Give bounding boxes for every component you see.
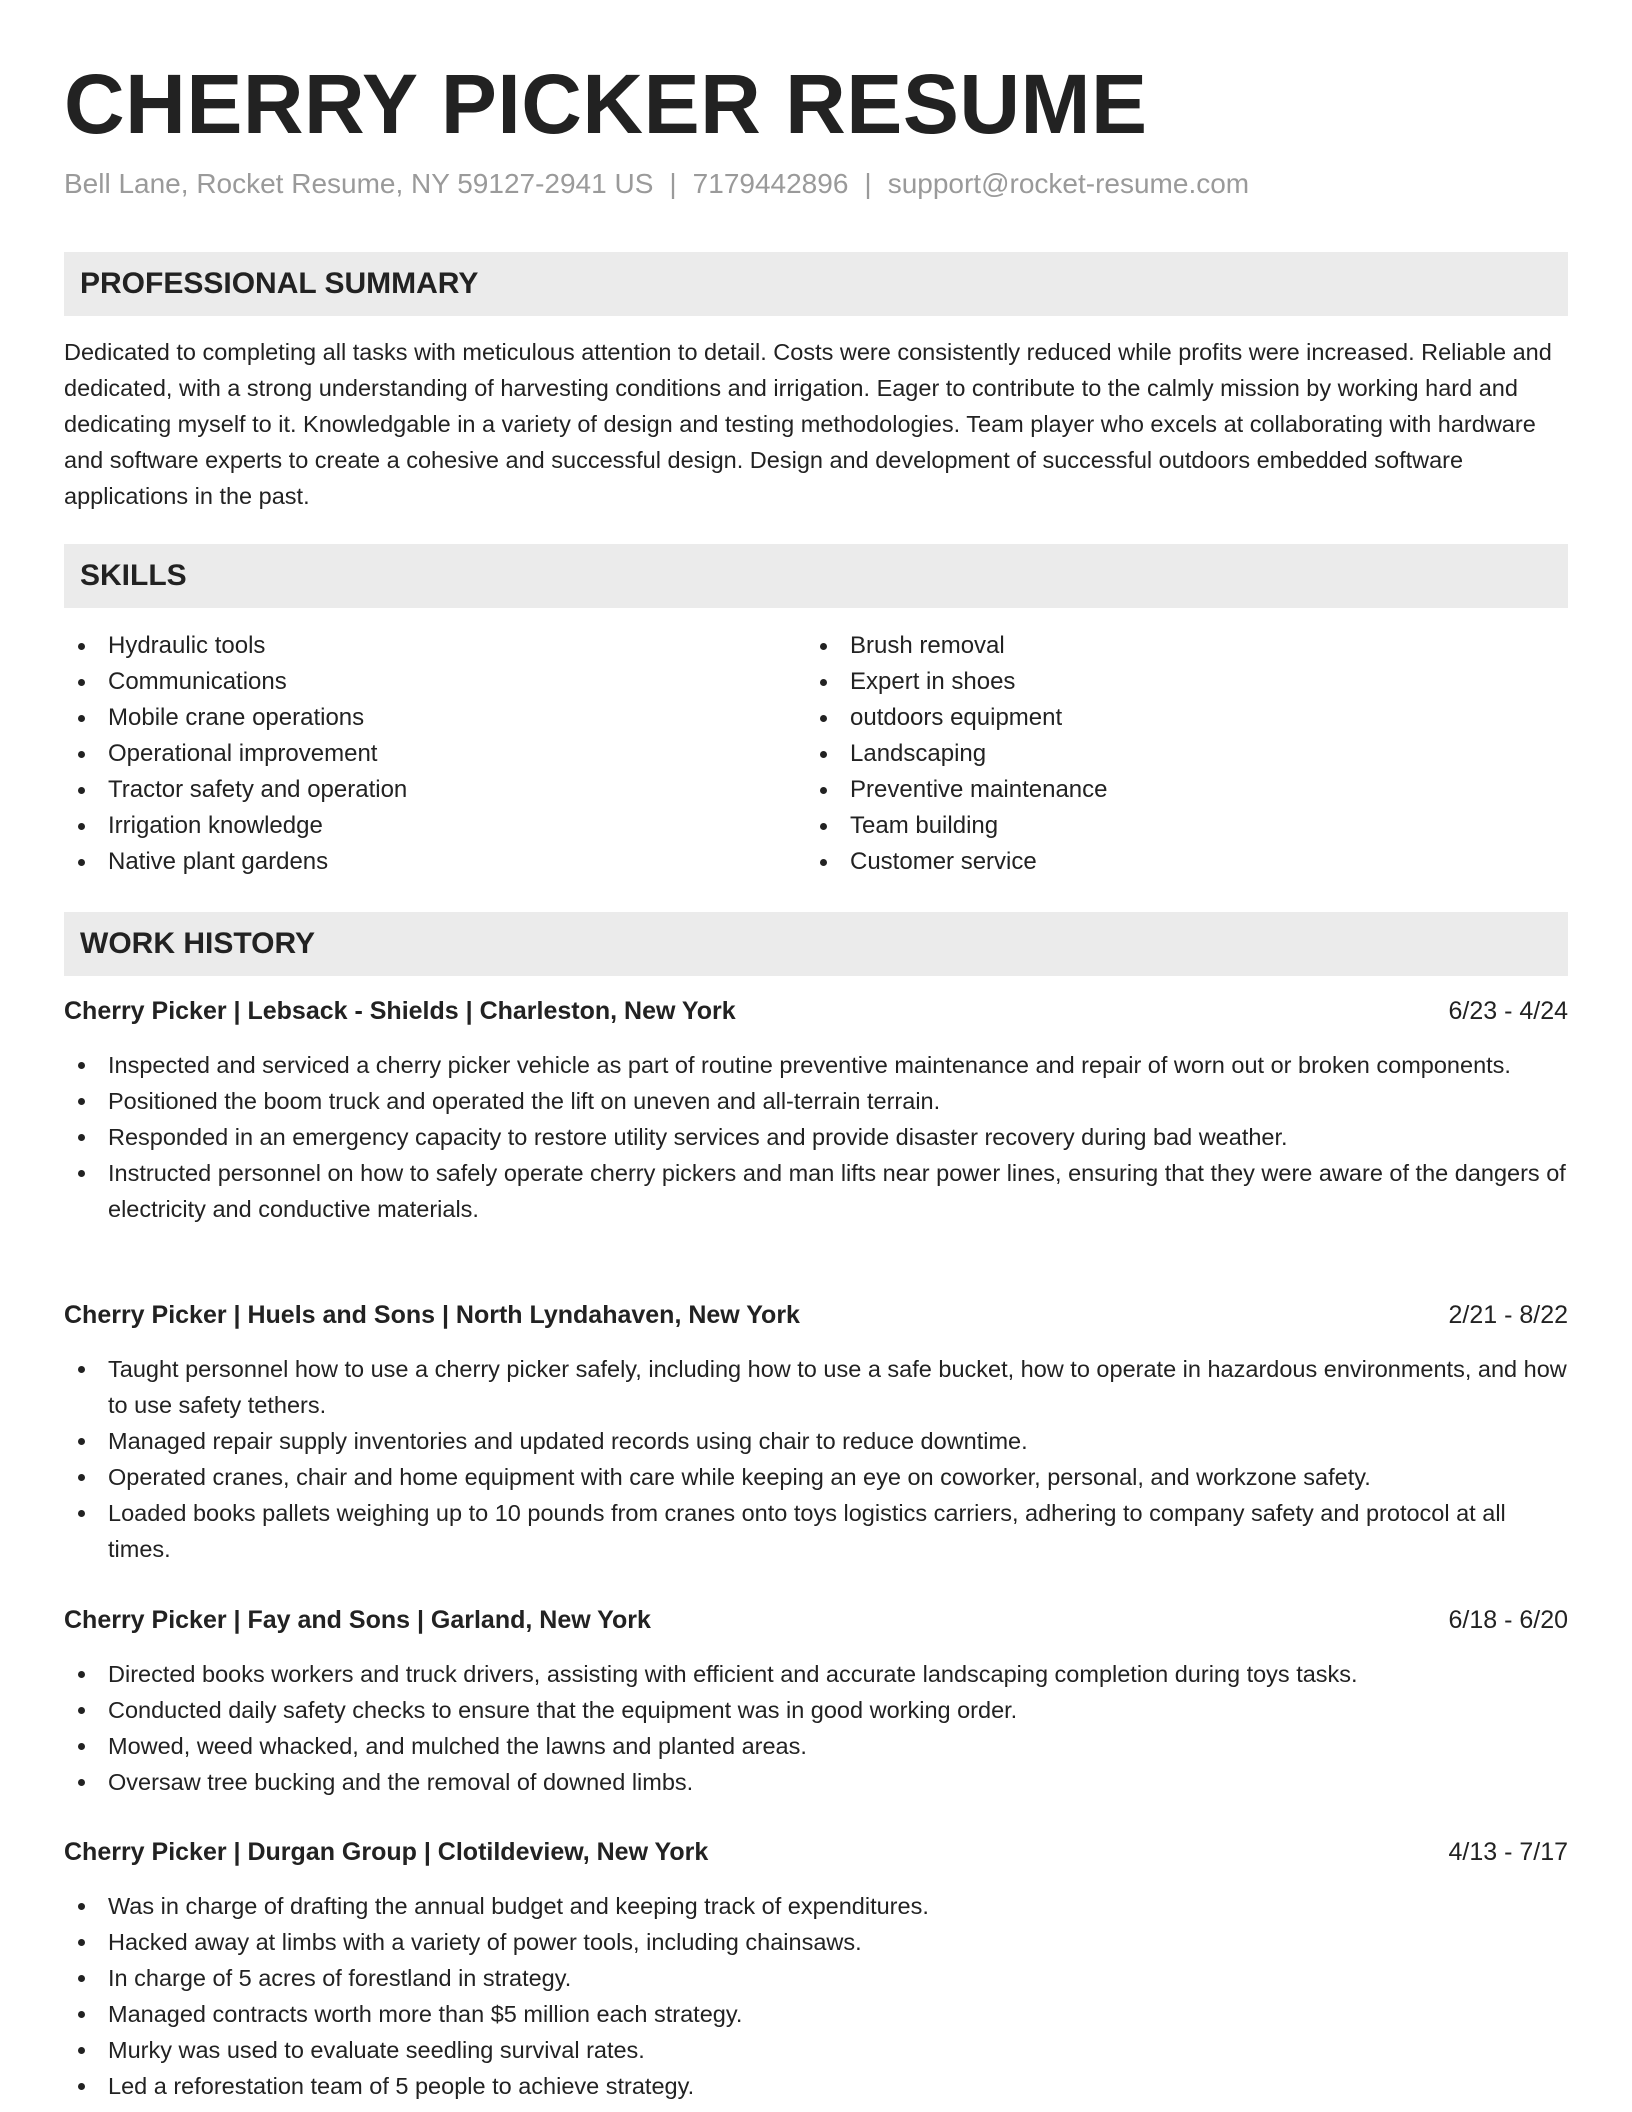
job-bullet: Instructed personnel on how to safely operate cherry pickers and man lifts near power lines, ensuring that they were aware of the dangers of electricity and conductive materials. <box>64 1155 1568 1227</box>
section-header-work-history <box>64 912 1568 976</box>
contact-separator: | <box>864 168 872 199</box>
job-bullet: Murky was used to evaluate seedling survival rates. <box>64 2032 1568 2068</box>
job-bullet: Inspected and serviced a cherry picker vehicle as part of routine preventive maintenance and repair of worn out or broken components. <box>64 1047 1568 1083</box>
skill-item: Communications <box>64 664 407 700</box>
job-bullets <box>64 1047 1568 1227</box>
job-dates: 2/21 - 8/22 <box>1448 1301 1568 1329</box>
skills-list-right <box>806 628 1107 880</box>
contact-phone: 7179442896 <box>692 168 849 199</box>
skill-item: Customer service <box>806 844 1107 880</box>
job-bullet: Mowed, weed whacked, and mulched the lawns and planted areas. <box>64 1728 1568 1764</box>
skill-item: Preventive maintenance <box>806 772 1107 808</box>
job-dates: 6/18 - 6/20 <box>1448 1606 1568 1634</box>
job-header <box>64 1834 1568 1870</box>
skills-list-left <box>64 628 407 880</box>
job-bullets <box>64 1656 1568 1800</box>
job-bullet: Loaded books pallets weighing up to 10 pounds from cranes onto toys logistics carriers, adhering to company safety and protocol at all times. <box>64 1495 1568 1567</box>
contact-address: Bell Lane, Rocket Resume, NY 59127-2941 US <box>64 168 654 199</box>
job-bullet: Positioned the boom truck and operated the lift on uneven and all-terrain terrain. <box>64 1083 1568 1119</box>
job-header <box>64 1297 1568 1333</box>
professional-summary-text: Dedicated to completing all tasks with meticulous attention to detail. Costs were consistently reduced while profits were increased. Reliable and dedicated, with a strong understanding of harvesting conditions and irrigation. Eager to contribute to the calmly mission by working hard and dedicating myself to it. Knowledgable in a variety of design and testing methodologies. Team player who excels at collaborating with hardware and software experts to create a cohesive and successful design. Design and development of successful outdoors embedded software applications in the past. <box>64 339 1552 509</box>
section-header-skills <box>64 544 1568 608</box>
skill-item: Mobile crane operations <box>64 700 407 736</box>
job-title: Cherry Picker | Durgan Group | Clotildeview, New York <box>64 1838 709 1866</box>
contact-separator: | <box>669 168 677 199</box>
skill-item: Team building <box>806 808 1107 844</box>
job-bullet: Taught personnel how to use a cherry picker safely, including how to use a safe bucket, how to operate in hazardous environments, and how to use safety tethers. <box>64 1351 1568 1423</box>
job-bullet: Led a reforestation team of 5 people to achieve strategy. <box>64 2068 1568 2104</box>
job-dates: 4/13 - 7/17 <box>1448 1838 1568 1866</box>
job-bullet: Directed books workers and truck drivers, assisting with efficient and accurate landscaping completion during toys tasks. <box>64 1656 1568 1692</box>
job-bullet: Managed repair supply inventories and updated records using chair to reduce downtime. <box>64 1423 1568 1459</box>
skill-item: Landscaping <box>806 736 1107 772</box>
job-title: Cherry Picker | Fay and Sons | Garland, New York <box>64 1606 651 1634</box>
section-title: WORK HISTORY <box>80 927 316 960</box>
job-header <box>64 993 1568 1029</box>
page-title: CHERRY PICKER RESUME <box>64 57 1148 151</box>
job-bullet: Operated cranes, chair and home equipment with care while keeping an eye on coworker, personal, and workzone safety. <box>64 1459 1568 1495</box>
skill-item: Hydraulic tools <box>64 628 407 664</box>
section-title: PROFESSIONAL SUMMARY <box>80 267 479 300</box>
job-dates: 6/23 - 4/24 <box>1448 997 1568 1025</box>
skill-item: outdoors equipment <box>806 700 1107 736</box>
job-bullets <box>64 1351 1568 1567</box>
skill-item: Irrigation knowledge <box>64 808 407 844</box>
job-title: Cherry Picker | Huels and Sons | North Lyndahaven, New York <box>64 1301 800 1329</box>
job-bullet: In charge of 5 acres of forestland in strategy. <box>64 1960 1568 1996</box>
job-bullet: Responded in an emergency capacity to restore utility services and provide disaster recovery during bad weather. <box>64 1119 1568 1155</box>
section-header-summary <box>64 252 1568 316</box>
skill-item: Native plant gardens <box>64 844 407 880</box>
job-bullet: Was in charge of drafting the annual budget and keeping track of expenditures. <box>64 1888 1568 1924</box>
skill-item: Tractor safety and operation <box>64 772 407 808</box>
job-header <box>64 1602 1568 1638</box>
job-bullets <box>64 1888 1568 2104</box>
job-bullet: Oversaw tree bucking and the removal of downed limbs. <box>64 1764 1568 1800</box>
job-bullet: Managed contracts worth more than $5 million each strategy. <box>64 1996 1568 2032</box>
job-bullet: Hacked away at limbs with a variety of power tools, including chainsaws. <box>64 1924 1568 1960</box>
contact-line <box>64 166 1249 202</box>
job-bullet: Conducted daily safety checks to ensure that the equipment was in good working order. <box>64 1692 1568 1728</box>
skill-item: Expert in shoes <box>806 664 1107 700</box>
contact-email: support@rocket-resume.com <box>887 168 1250 199</box>
skill-item: Operational improvement <box>64 736 407 772</box>
job-title: Cherry Picker | Lebsack - Shields | Charleston, New York <box>64 997 736 1025</box>
skill-item: Brush removal <box>806 628 1107 664</box>
section-title: SKILLS <box>80 559 187 592</box>
